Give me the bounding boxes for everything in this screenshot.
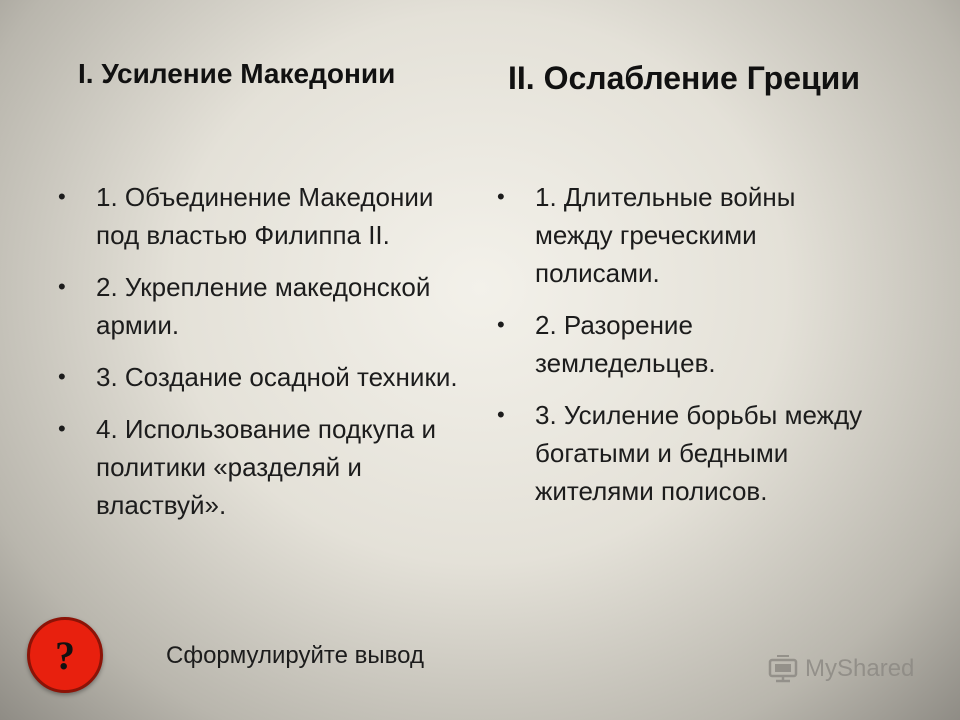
list-item: [58, 410, 468, 524]
question-button[interactable]: ?: [27, 617, 103, 693]
left-column-list: [58, 178, 468, 538]
list-item-text: 1. Длительные войны между греческими полисами.: [535, 182, 796, 288]
list-item-text: 4. Использование подкупа и политики «разделяй и властвуй».: [96, 414, 437, 520]
right-column-title: II. Ослабление Греции: [508, 60, 861, 96]
list-item-text: 3. Усиление борьбы между богатыми и бедными жителями полисов.: [535, 400, 863, 506]
right-column-list: [497, 178, 867, 524]
list-item: [58, 178, 468, 254]
list-item: [497, 396, 867, 510]
myshared-logo-icon: [767, 654, 801, 684]
list-item: [497, 178, 867, 292]
list-item: [58, 268, 468, 344]
bullet: •: [58, 184, 66, 209]
bullet: •: [497, 402, 505, 427]
list-item: [58, 358, 468, 396]
bullet: •: [58, 274, 66, 299]
watermark-brand: MyShared: [805, 655, 915, 682]
conclusion-prompt: Сформулируйте вывод: [166, 642, 424, 669]
list-item-text: 1. Объединение Македонии под властью Филиппа II.: [96, 182, 434, 250]
bullet: •: [497, 312, 505, 337]
bullet: •: [58, 416, 66, 441]
bullet: •: [58, 364, 66, 389]
bullet: •: [497, 184, 505, 209]
list-item-text: 3. Создание осадной техники.: [96, 362, 458, 392]
list-item-text: 2. Укрепление македонской армии.: [96, 272, 431, 340]
list-item-text: 2. Разорение земледельцев.: [535, 310, 716, 378]
watermark: [767, 654, 914, 684]
left-column-title: I. Усиление Македонии: [78, 58, 396, 89]
list-item: [497, 306, 867, 382]
